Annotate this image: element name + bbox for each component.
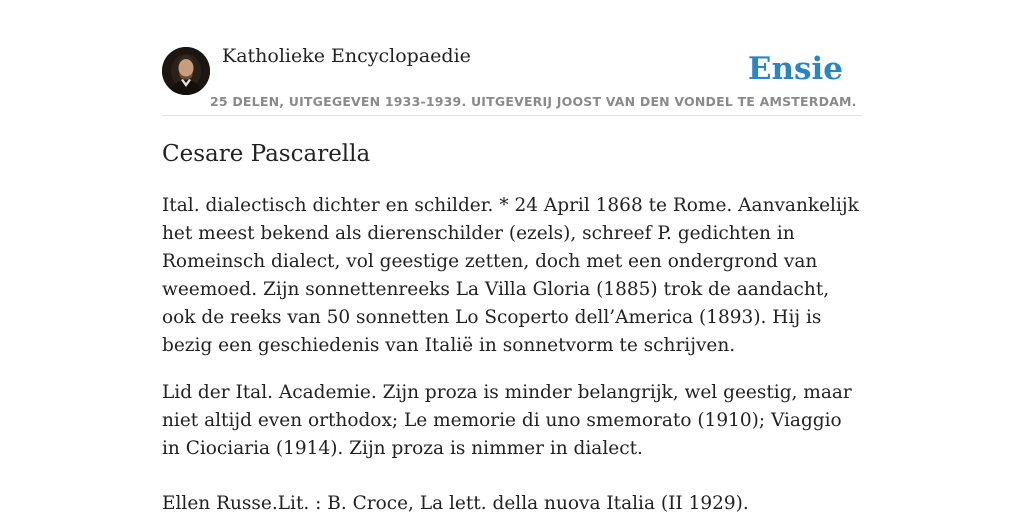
entry-paragraph-1: Ital. dialectisch dichter en schilder. * 24 April 1868 te Rome. Aanvankelijk het meest bekend als dierenschilder (ezels), schreef P. gedichten in Romeinsch dialect, vol geestige zetten, doch met een ondergrond van weemoed. Zijn sonnettenreeks La Villa Gloria (1885) trok de aandacht, ook de reeks van 50 sonnetten Lo Scoperto dell’America (1893). Hij is bezig een geschiedenis van Italië in sonnetvorm te schrijven.: [162, 195, 859, 356]
header: [162, 0, 862, 116]
entry-paragraph-3: Ellen Russe.Lit. : B. Croce, La lett. della nuova Italia (II 1929).: [162, 493, 749, 512]
entry-title: Cesare Pascarella: [162, 141, 371, 167]
portrait-icon: [162, 47, 210, 95]
source-title-link[interactable]: Katholieke Encyclopaedie: [222, 45, 471, 67]
source-avatar[interactable]: [162, 47, 210, 95]
ensie-logo[interactable]: Ensie: [747, 51, 843, 87]
source-subtitle: 25 DELEN, UITGEGEVEN 1933-1939. UITGEVERIJ JOOST VAN DEN VONDEL TE AMSTERDAM.: [210, 94, 857, 109]
entry-paragraph-2: Lid der Ital. Academie. Zijn proza is minder belangrijk, wel geestig, maar niet altijd even orthodox; Le memorie di uno smemorato (1910); Viaggio in Ciociaria (1914). Zijn proza is nimmer in dialect.: [162, 382, 852, 459]
article-container: [162, 0, 862, 512]
